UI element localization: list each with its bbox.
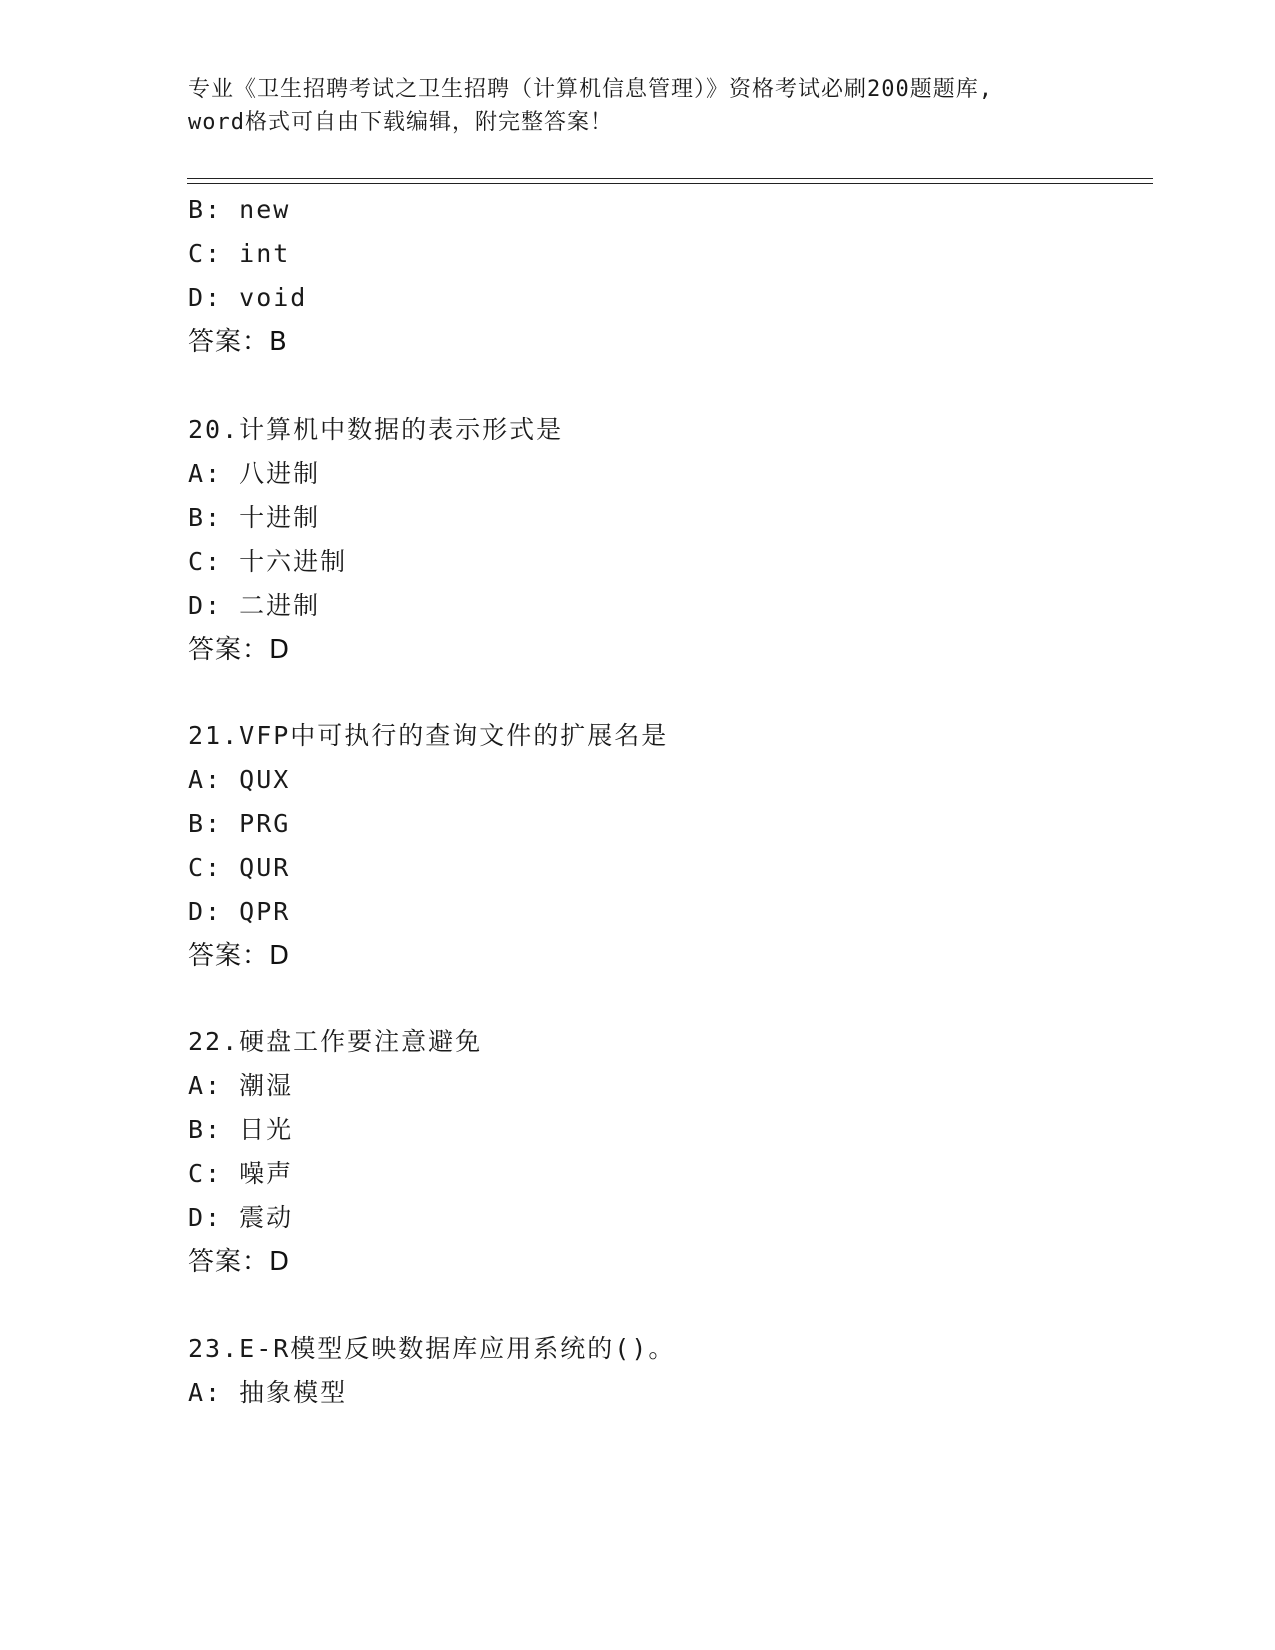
option-b: B: 十进制 xyxy=(188,503,321,532)
option-d: D: 二进制 xyxy=(188,591,321,620)
option-b: B: PRG xyxy=(188,809,291,838)
option-c: C: QUR xyxy=(188,853,291,882)
header-line-2: word格式可自由下载编辑，附完整答案！ xyxy=(188,110,613,135)
question-title: 22.硬盘工作要注意避免 xyxy=(188,1027,483,1056)
question-title: 20.计算机中数据的表示形式是 xyxy=(188,415,564,444)
answer-line: 答案：D xyxy=(188,635,291,665)
option-c: C: 噪声 xyxy=(188,1159,294,1188)
option-b: B: new xyxy=(188,195,291,224)
question-title: 21.VFP中可执行的查询文件的扩展名是 xyxy=(188,721,669,750)
option-d: D: 震动 xyxy=(188,1203,294,1232)
answer-line: 答案：D xyxy=(188,941,291,971)
option-a: A: QUX xyxy=(188,765,291,794)
option-b: B: 日光 xyxy=(188,1115,294,1144)
header-divider-bottom xyxy=(187,183,1153,184)
option-a: A: 八进制 xyxy=(188,459,321,488)
answer-line: 答案：B xyxy=(188,327,288,357)
option-c: C: int xyxy=(188,239,291,268)
question-title: 23.E-R模型反映数据库应用系统的()。 xyxy=(188,1334,676,1363)
option-a: A: 抽象模型 xyxy=(188,1378,348,1407)
option-c: C: 十六进制 xyxy=(188,547,348,576)
option-d: D: QPR xyxy=(188,897,291,926)
document-header xyxy=(188,73,1108,139)
header-divider-top xyxy=(187,178,1153,179)
header-line-1: 专业《卫生招聘考试之卫生招聘（计算机信息管理）》资格考试必刷200题题库, xyxy=(188,77,993,102)
option-d: D: void xyxy=(188,283,308,312)
option-a: A: 潮湿 xyxy=(188,1071,294,1100)
answer-line: 答案：D xyxy=(188,1247,291,1277)
